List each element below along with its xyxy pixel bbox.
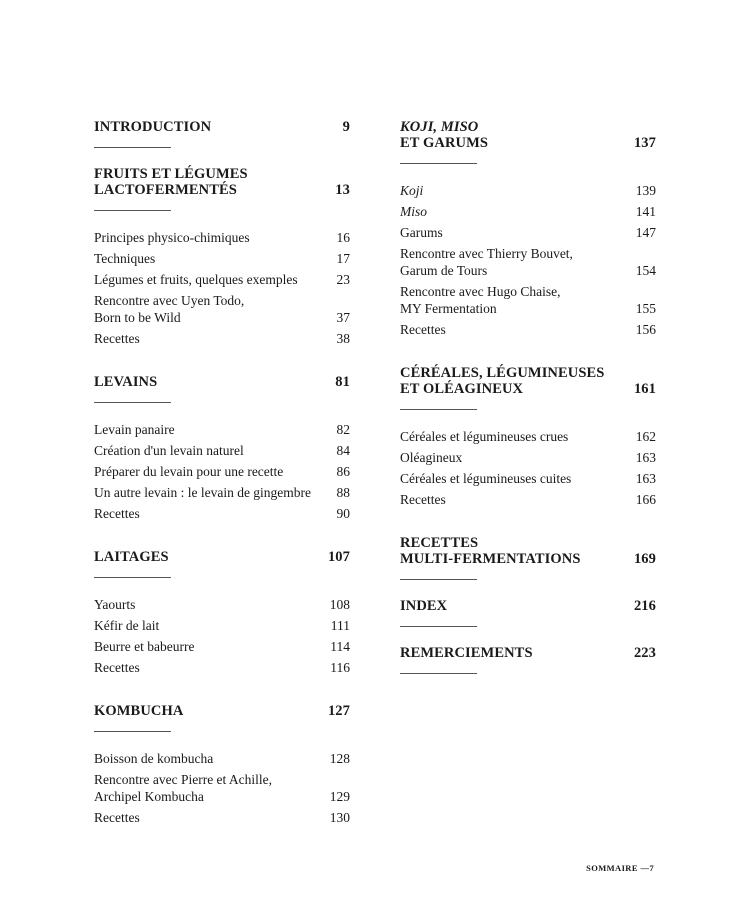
toc-right-column [400, 119, 656, 692]
entry-title-line: Miso [400, 204, 427, 219]
toc-entry[interactable] [94, 659, 350, 676]
section-page-number: 13 [335, 182, 350, 198]
entry-title [94, 809, 140, 826]
entry-title-line: Préparer du levain pour une recette [94, 464, 284, 479]
toc-section [400, 365, 656, 508]
entry-title [400, 470, 571, 487]
section-heading-title [94, 119, 211, 135]
heading-line: LACTOFERMENTÉS [94, 182, 237, 198]
page-footer: SOMMAIRE —7 [586, 863, 654, 873]
section-divider [400, 673, 477, 674]
entry-page-number: 38 [336, 331, 350, 346]
toc-entry[interactable] [400, 203, 656, 220]
entry-title-line: Recettes [400, 492, 446, 507]
section-page-number: 9 [342, 119, 350, 135]
toc-entry[interactable] [400, 224, 656, 241]
section-page-number: 169 [633, 551, 656, 567]
toc-entry[interactable] [94, 292, 350, 326]
toc-section [94, 374, 350, 522]
heading-line: FRUITS ET LÉGUMES [94, 166, 248, 182]
entry-title [400, 321, 446, 338]
toc-section [94, 166, 350, 347]
section-heading[interactable] [400, 365, 656, 397]
entry-title [94, 617, 159, 634]
toc-entry[interactable] [400, 449, 656, 466]
entry-page-number: 23 [336, 272, 350, 287]
entry-page-number: 154 [635, 263, 656, 278]
toc-entry[interactable] [94, 271, 350, 288]
toc-entry[interactable] [94, 750, 350, 767]
toc-section [94, 549, 350, 676]
entry-page-number: 111 [330, 618, 350, 633]
section-page-number: 137 [633, 135, 656, 151]
entry-page-number: 114 [330, 639, 350, 654]
section-divider [94, 402, 171, 403]
entry-title [94, 596, 135, 613]
section-divider [400, 626, 477, 627]
entry-title-line: Oléagineux [400, 450, 463, 465]
section-page-number: 127 [327, 703, 350, 719]
heading-line: ET OLÉAGINEUX [400, 381, 524, 397]
entry-page-number: 116 [330, 660, 350, 675]
section-heading[interactable] [94, 703, 350, 719]
section-heading-title [94, 166, 248, 198]
toc-entry[interactable] [94, 484, 350, 501]
toc-section [400, 645, 656, 674]
section-page-number: 81 [335, 374, 350, 390]
entry-title [94, 750, 213, 767]
entry-page-number: 82 [336, 422, 350, 437]
toc-entry[interactable] [94, 505, 350, 522]
toc-entry[interactable] [94, 330, 350, 347]
section-divider [400, 409, 477, 410]
entry-title-line: Rencontre avec Thierry Bouvet, [400, 246, 573, 261]
section-divider [94, 577, 171, 578]
section-heading-title [400, 645, 533, 661]
entry-title-line: Boisson de kombucha [94, 751, 214, 766]
entry-page-number: 139 [635, 183, 656, 198]
toc-entry[interactable] [94, 442, 350, 459]
toc-entry[interactable] [94, 771, 350, 805]
entry-title-line: Principes physico-chimiques [94, 230, 250, 245]
entry-title [400, 491, 446, 508]
section-heading[interactable] [94, 549, 350, 565]
toc-section [94, 119, 350, 148]
heading-line: LEVAINS [94, 374, 158, 390]
section-heading[interactable] [400, 645, 656, 661]
heading-line: KOMBUCHA [94, 703, 184, 719]
entry-page-number: 147 [635, 225, 656, 240]
entry-title [94, 484, 311, 501]
entry-page-number: 88 [336, 485, 350, 500]
section-page-number: 223 [633, 645, 656, 661]
section-heading-title [94, 703, 183, 719]
entry-page-number: 17 [336, 251, 350, 266]
heading-line: CÉRÉALES, LÉGUMINEUSES [400, 365, 605, 381]
heading-line: LAITAGES [94, 549, 169, 565]
entry-title [94, 463, 283, 480]
toc-section [400, 535, 656, 580]
entry-title-line: Un autre levain : le levain de gingembre [94, 485, 312, 500]
toc-entry[interactable] [400, 491, 656, 508]
entry-title-line: Born to be Wild [94, 310, 181, 325]
entry-title-line: Techniques [94, 251, 156, 266]
section-divider [94, 731, 171, 732]
toc-entry[interactable] [94, 229, 350, 246]
entry-page-number: 130 [329, 810, 350, 825]
toc-entry[interactable] [94, 421, 350, 438]
entry-title-line: Archipel Kombucha [94, 789, 204, 804]
entry-page-number: 129 [329, 789, 350, 804]
toc-entry[interactable] [94, 463, 350, 480]
entry-title [400, 182, 423, 199]
entry-page-number: 156 [635, 322, 656, 337]
toc-section [400, 598, 656, 627]
toc-entry[interactable] [400, 245, 656, 279]
entry-title-line: Kéfir de lait [94, 618, 160, 633]
entry-title-line: Recettes [94, 331, 140, 346]
entry-title-line: Rencontre avec Hugo Chaise, [400, 284, 561, 299]
heading-line: RECETTES [400, 535, 479, 551]
entry-title [400, 283, 560, 317]
entry-page-number: 163 [635, 471, 656, 486]
entry-page-number: 90 [336, 506, 350, 521]
entry-title-line: Rencontre avec Pierre et Achille, [94, 772, 273, 787]
section-heading-title [400, 535, 581, 567]
entry-title-line: Garum de Tours [400, 263, 488, 278]
toc-entry[interactable] [94, 596, 350, 613]
entry-title [400, 224, 443, 241]
entry-title-line: Recettes [94, 810, 140, 825]
heading-line: REMERCIEMENTS [400, 645, 533, 661]
heading-line: INTRODUCTION [94, 119, 212, 135]
entry-title [94, 771, 272, 805]
entry-title-line: Rencontre avec Uyen Todo, [94, 293, 245, 308]
entry-title-line: Recettes [400, 322, 446, 337]
entry-page-number: 163 [635, 450, 656, 465]
entry-title-line: Légumes et fruits, quelques exemples [94, 272, 298, 287]
section-heading-title [400, 365, 604, 397]
entry-page-number: 37 [336, 310, 350, 325]
heading-line: MULTI-FERMENTATIONS [400, 551, 581, 567]
section-heading-title [400, 598, 447, 614]
entry-title [400, 428, 568, 445]
entry-title-line: Yaourts [94, 597, 136, 612]
toc-entry[interactable] [400, 470, 656, 487]
heading-line: ET GARUMS [400, 135, 489, 151]
heading-line: INDEX [400, 598, 448, 614]
toc-entry[interactable] [400, 321, 656, 338]
entry-title [94, 638, 194, 655]
section-divider [400, 163, 477, 164]
section-heading-title [400, 119, 488, 151]
section-page-number: 216 [633, 598, 656, 614]
section-heading[interactable] [94, 166, 350, 198]
section-divider [94, 210, 171, 211]
toc-entry[interactable] [94, 617, 350, 634]
entry-title-line: Beurre et babeurre [94, 639, 195, 654]
entry-title [94, 421, 175, 438]
entry-page-number: 162 [635, 429, 656, 444]
toc-section [94, 703, 350, 826]
section-heading[interactable] [400, 119, 656, 151]
entry-page-number: 86 [336, 464, 350, 479]
heading-line: KOJI, MISO [400, 119, 479, 135]
section-heading[interactable] [94, 119, 350, 135]
entry-title-line: Création d'un levain naturel [94, 443, 244, 458]
entry-page-number: 16 [336, 230, 350, 245]
toc-left-column [94, 119, 350, 853]
toc-entry[interactable] [94, 809, 350, 826]
entry-title-line: Recettes [94, 660, 140, 675]
entry-title-line: Koji [400, 183, 424, 198]
section-heading[interactable] [400, 535, 656, 567]
entry-title [400, 203, 427, 220]
section-heading-title [94, 374, 157, 390]
toc-entry[interactable] [94, 638, 350, 655]
entry-page-number: 141 [635, 204, 656, 219]
toc-section [400, 119, 656, 338]
toc-entry[interactable] [400, 428, 656, 445]
entry-title [94, 659, 140, 676]
entry-title [94, 292, 244, 326]
entry-title [94, 271, 298, 288]
section-divider [94, 147, 171, 148]
entry-page-number: 128 [329, 751, 350, 766]
section-page-number: 161 [633, 381, 656, 397]
entry-title [400, 449, 462, 466]
section-page-number: 107 [327, 549, 350, 565]
entry-page-number: 108 [329, 597, 350, 612]
entry-title-line: Céréales et légumineuses crues [400, 429, 569, 444]
section-divider [400, 579, 477, 580]
entry-title [94, 229, 250, 246]
entry-title [94, 505, 140, 522]
entry-title-line: Garums [400, 225, 443, 240]
entry-title-line: Recettes [94, 506, 140, 521]
entry-title [94, 330, 140, 347]
toc-entry[interactable] [400, 182, 656, 199]
entry-title [400, 245, 573, 279]
entry-title [94, 442, 244, 459]
toc-entry[interactable] [94, 250, 350, 267]
toc-entry[interactable] [400, 283, 656, 317]
entry-page-number: 155 [635, 301, 656, 316]
section-heading[interactable] [400, 598, 656, 614]
entry-title-line: Céréales et légumineuses cuites [400, 471, 572, 486]
section-heading-title [94, 549, 169, 565]
entry-title-line: Levain panaire [94, 422, 175, 437]
section-heading[interactable] [94, 374, 350, 390]
entry-title [94, 250, 155, 267]
entry-page-number: 84 [336, 443, 350, 458]
entry-page-number: 166 [635, 492, 656, 507]
entry-title-line: MY Fermentation [400, 301, 497, 316]
